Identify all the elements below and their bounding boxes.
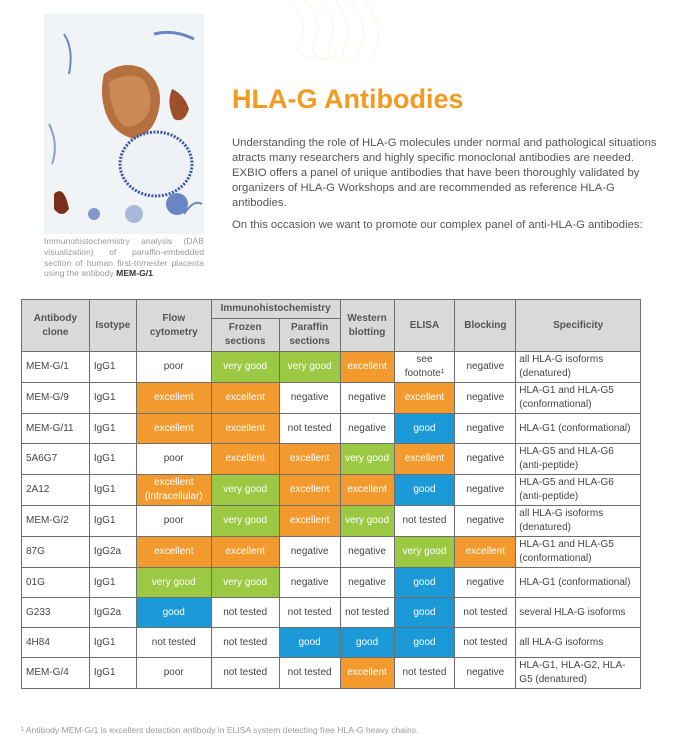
cell-western: excellent — [340, 658, 394, 689]
page-title: HLA-G Antibodies — [232, 84, 464, 114]
table-row — [22, 658, 641, 689]
table-row — [22, 383, 641, 414]
cell-frozen: not tested — [211, 658, 279, 689]
cell-isotype: IgG1 — [89, 568, 136, 598]
cell-isotype: IgG1 — [89, 414, 136, 444]
header-flow: Flow cytometry — [136, 300, 211, 352]
cell-frozen: excellent — [211, 414, 279, 444]
cell-elisa: not tested — [394, 506, 455, 537]
cell-elisa: good — [394, 628, 455, 658]
cell-frozen: not tested — [211, 598, 279, 628]
cell-clone: MEM-G/11 — [22, 414, 90, 444]
cell-clone: MEM-G/4 — [22, 658, 90, 689]
cell-elisa: good — [394, 475, 455, 506]
cell-clone: 5A6G7 — [22, 444, 90, 475]
antibody-table — [21, 299, 641, 689]
intro-text — [232, 136, 657, 240]
cell-blocking: negative — [455, 658, 516, 689]
cell-paraffin: not tested — [279, 658, 340, 689]
table-row — [22, 475, 641, 506]
cell-blocking: negative — [455, 352, 516, 383]
cell-paraffin: excellent — [279, 475, 340, 506]
cell-isotype: IgG1 — [89, 658, 136, 689]
cell-paraffin: not tested — [279, 598, 340, 628]
cell-flow: poor — [136, 352, 211, 383]
cell-elisa: very good — [394, 537, 455, 568]
header-isotype: Isotype — [89, 300, 136, 352]
header-specificity: Specificity — [516, 300, 641, 352]
table-header-row — [22, 300, 641, 319]
cell-western: very good — [340, 506, 394, 537]
caption-antibody: MEM-G/1 — [116, 268, 153, 279]
cell-paraffin: negative — [279, 383, 340, 414]
cell-specificity: all HLA-G isoforms (denatured) — [516, 506, 641, 537]
cell-blocking: negative — [455, 475, 516, 506]
cell-clone: MEM-G/9 — [22, 383, 90, 414]
cell-blocking: not tested — [455, 628, 516, 658]
cell-flow: very good — [136, 568, 211, 598]
cell-flow: excellent — [136, 383, 211, 414]
cell-flow: poor — [136, 506, 211, 537]
cell-isotype: IgG1 — [89, 383, 136, 414]
placenta-ihc-image — [44, 14, 204, 234]
cell-clone: 01G — [22, 568, 90, 598]
cell-western: negative — [340, 568, 394, 598]
cell-flow: excellent (intracellular) — [136, 475, 211, 506]
table-row — [22, 568, 641, 598]
cell-elisa: good — [394, 414, 455, 444]
cell-paraffin: very good — [279, 352, 340, 383]
cell-western: good — [340, 628, 394, 658]
caption-text: Immunohistochemistry analysis (DAB visualization) of paraffin-embedded section of human first-trimester placenta using the antibody — [44, 236, 204, 279]
cell-specificity: all HLA-G isoforms — [516, 628, 641, 658]
cell-blocking: negative — [455, 414, 516, 444]
cell-isotype: IgG1 — [89, 475, 136, 506]
table-row — [22, 506, 641, 537]
cell-western: very good — [340, 444, 394, 475]
cell-specificity: HLA-G1 and HLA-G5 (conformational) — [516, 537, 641, 568]
cell-blocking: not tested — [455, 598, 516, 628]
cell-specificity: all HLA-G isoforms (denatured) — [516, 352, 641, 383]
cell-elisa: good — [394, 568, 455, 598]
intro-paragraph-2: On this occasion we want to promote our complex panel of anti-HLA-G antibodies: — [232, 219, 643, 231]
header-clone: Antibody clone — [22, 300, 90, 352]
header-paraffin: Paraffin sections — [279, 319, 340, 352]
header-elisa: ELISA — [394, 300, 455, 352]
cell-elisa: good — [394, 598, 455, 628]
cell-blocking: negative — [455, 444, 516, 475]
header-ihc: Immunohistochemistry — [211, 300, 340, 319]
cell-isotype: IgG2a — [89, 598, 136, 628]
cell-frozen: very good — [211, 568, 279, 598]
cell-paraffin: excellent — [279, 506, 340, 537]
cell-flow: good — [136, 598, 211, 628]
cell-isotype: IgG2a — [89, 537, 136, 568]
header-frozen: Frozen sections — [211, 319, 279, 352]
table-row — [22, 537, 641, 568]
cell-paraffin: negative — [279, 568, 340, 598]
cell-specificity: several HLA-G isoforms — [516, 598, 641, 628]
table-row — [22, 352, 641, 383]
cell-specificity: HLA-G1 (conformational) — [516, 414, 641, 444]
header-blocking: Blocking — [455, 300, 516, 352]
cell-isotype: IgG1 — [89, 506, 136, 537]
intro-paragraph-1: Understanding the role of HLA-G molecules under normal and pathological situations atracts many researchers and highly specific monoclonal antibodies are needed. EXBIO offers a panel of unique antibodies that have been thoroughly validated by organizers of HLA-G Workshops and are recommended as reference HLA-G antibodies. — [232, 137, 657, 209]
cell-frozen: very good — [211, 506, 279, 537]
cell-western: excellent — [340, 475, 394, 506]
cell-blocking: negative — [455, 506, 516, 537]
table-body — [22, 352, 641, 689]
cell-isotype: IgG1 — [89, 628, 136, 658]
cell-elisa: excellent — [394, 444, 455, 475]
cell-frozen: very good — [211, 475, 279, 506]
cell-elisa: excellent — [394, 383, 455, 414]
cell-western: negative — [340, 414, 394, 444]
cell-western: negative — [340, 537, 394, 568]
table-row — [22, 444, 641, 475]
cell-frozen: excellent — [211, 444, 279, 475]
table-row — [22, 628, 641, 658]
cell-western: not tested — [340, 598, 394, 628]
cell-specificity: HLA-G5 and HLA-G6 (anti-peptide) — [516, 444, 641, 475]
cell-paraffin: excellent — [279, 444, 340, 475]
cell-western: negative — [340, 383, 394, 414]
cell-frozen: excellent — [211, 383, 279, 414]
cell-blocking: excellent — [455, 537, 516, 568]
cell-elisa: see footnote¹ — [394, 352, 455, 383]
cell-specificity: HLA-G5 and HLA-G6 (anti-peptide) — [516, 475, 641, 506]
cell-western: excellent — [340, 352, 394, 383]
cell-paraffin: negative — [279, 537, 340, 568]
tissue-illustration — [44, 14, 204, 234]
cell-isotype: IgG1 — [89, 352, 136, 383]
table-row — [22, 598, 641, 628]
cell-clone: 4H84 — [22, 628, 90, 658]
cell-clone: 2A12 — [22, 475, 90, 506]
footnote: ¹ Antibody MEM-G/1 is excellent detection antibody in ELISA system detecting free HLA-G heavy chains. — [21, 725, 419, 735]
cell-flow: excellent — [136, 537, 211, 568]
cell-frozen: excellent — [211, 537, 279, 568]
cell-elisa: not tested — [394, 658, 455, 689]
cell-blocking: negative — [455, 383, 516, 414]
cell-clone: 87G — [22, 537, 90, 568]
cell-clone: G233 — [22, 598, 90, 628]
cell-isotype: IgG1 — [89, 444, 136, 475]
cell-specificity: HLA-G1 (conformational) — [516, 568, 641, 598]
cell-specificity: HLA-G1 and HLA-G5 (conformational) — [516, 383, 641, 414]
cell-flow: poor — [136, 658, 211, 689]
cell-paraffin: not tested — [279, 414, 340, 444]
cell-flow: poor — [136, 444, 211, 475]
cell-paraffin: good — [279, 628, 340, 658]
image-caption — [44, 236, 204, 279]
cell-flow: excellent — [136, 414, 211, 444]
cell-frozen: very good — [211, 352, 279, 383]
cell-clone: MEM-G/2 — [22, 506, 90, 537]
cell-specificity: HLA-G1, HLA-G2, HLA-G5 (denatured) — [516, 658, 641, 689]
cell-clone: MEM-G/1 — [22, 352, 90, 383]
cell-frozen: not tested — [211, 628, 279, 658]
cell-flow: not tested — [136, 628, 211, 658]
table-row — [22, 414, 641, 444]
cell-blocking: negative — [455, 568, 516, 598]
header-western: Western blotting — [340, 300, 394, 352]
